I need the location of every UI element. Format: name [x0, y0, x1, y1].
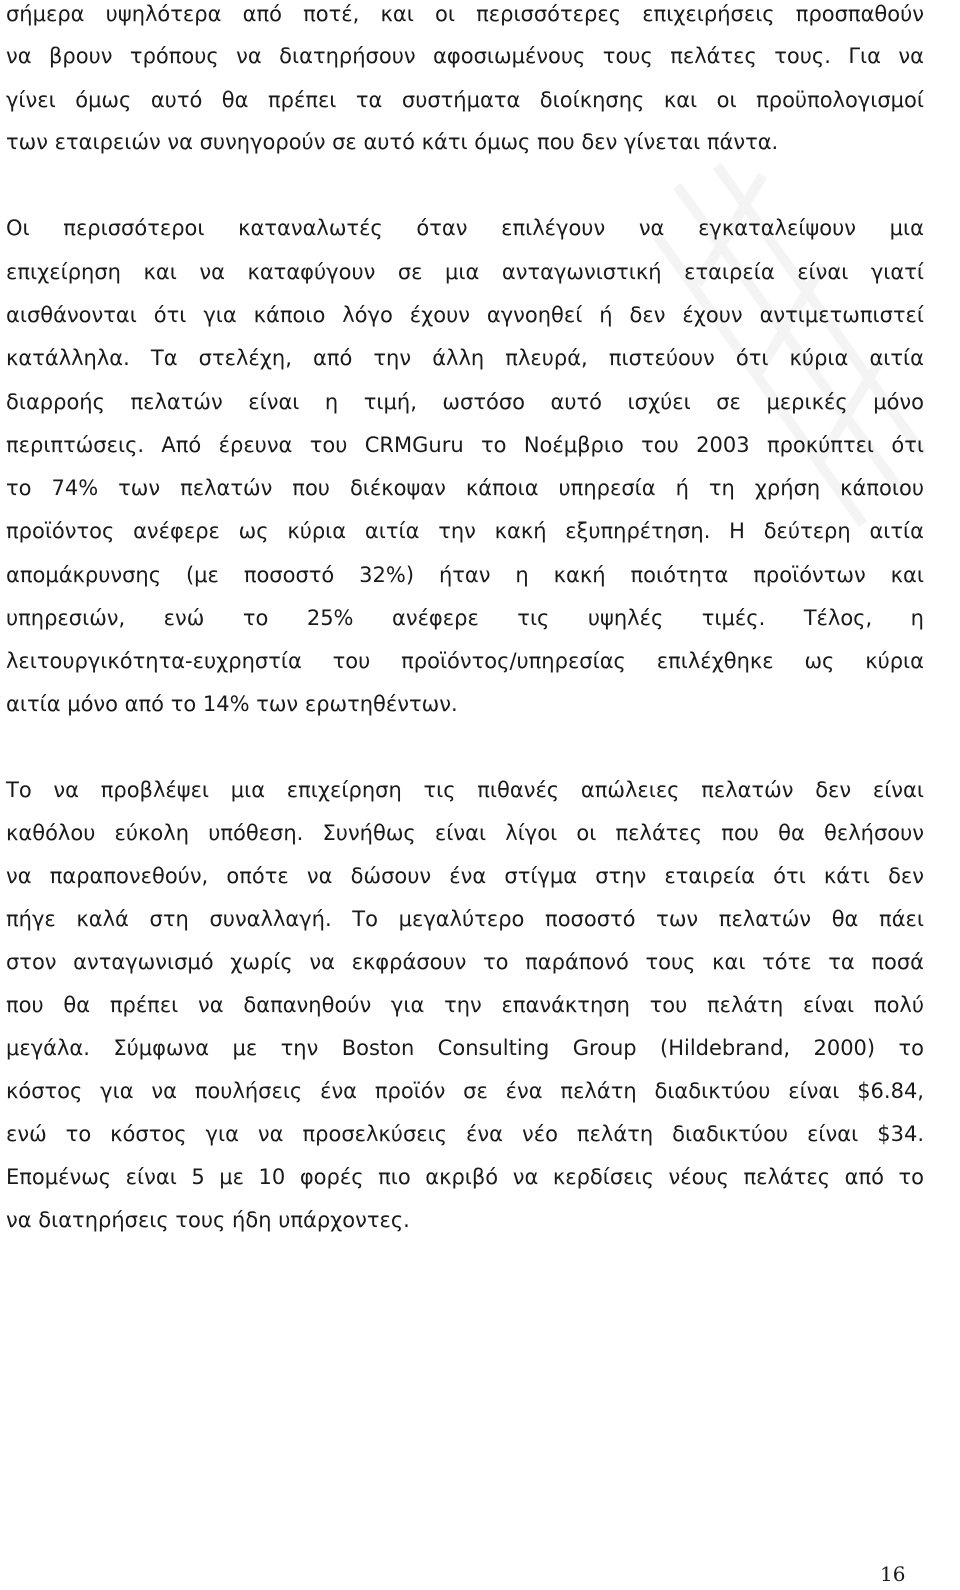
- text-line: καθόλου εύκολη υπόθεση. Συνήθως είναι λίγοι οι πελάτες που θα θελήσουν: [6, 821, 924, 845]
- text-line: μεγάλα. Σύμφωνα με την Boston Consulting Group (Hildebrand, 2000) το: [6, 1036, 924, 1060]
- text-line: να διατηρήσεις τους ήδη υπάρχοντες.: [6, 1208, 410, 1232]
- text-line: λειτουργικότητα-ευχρηστία του προϊόντος/υπηρεσίας επιλέχθηκε ως κύρια: [6, 649, 924, 673]
- text-line: Επομένως είναι 5 με 10 φορές πιο ακριβό να κερδίσεις νέους πελάτες από το: [6, 1165, 924, 1189]
- text-line: να παραπονεθούν, οπότε να δώσουν ένα στίγμα στην εταιρεία ότι κάτι δεν: [6, 864, 924, 888]
- text-line: πήγε καλά στη συναλλαγή. Το μεγαλύτερο ποσοστό των πελατών θα πάει: [6, 907, 924, 931]
- text-line: αισθάνονται ότι για κάποιο λόγο έχουν αγνοηθεί ή δεν έχουν αντιμετωπιστεί: [6, 303, 924, 327]
- text-line: να βρουν τρόπους να διατηρήσουν αφοσιωμένους τους πελάτες τους. Για να: [6, 44, 924, 68]
- text-line: κόστος για να πουλήσεις ένα προϊόν σε ένα πελάτη διαδικτύου είναι $6.84,: [6, 1079, 924, 1103]
- text-line: επιχείρηση και να καταφύγουν σε μια ανταγωνιστική εταιρεία είναι γιατί: [6, 260, 924, 284]
- text-line: περιπτώσεις. Από έρευνα του CRMGuru το Νοέμβριο του 2003 προκύπτει ότι: [6, 433, 924, 457]
- text-line: το 74% των πελατών που διέκοψαν κάποια υπηρεσία ή τη χρήση κάποιου: [6, 476, 924, 500]
- text-line: γίνει όμως αυτό θα πρέπει τα συστήματα διοίκησης και οι προϋπολογισμοί: [6, 88, 924, 112]
- text-line: των εταιρειών να συνηγορούν σε αυτό κάτι όμως που δεν γίνεται πάντα.: [6, 130, 779, 154]
- text-line: διαρροής πελατών είναι η τιμή, ωστόσο αυτό ισχύει σε μερικές μόνο: [6, 390, 924, 414]
- text-line: κατάλληλα. Τα στελέχη, από την άλλη πλευρά, πιστεύουν ότι κύρια αιτία: [6, 346, 924, 370]
- text-line: Οι περισσότεροι καταναλωτές όταν επιλέγουν να εγκαταλείψουν μια: [6, 216, 924, 240]
- text-line: απομάκρυνσης (με ποσοστό 32%) ήταν η κακή ποιότητα προϊόντων και: [6, 563, 924, 587]
- text-line: στον ανταγωνισμό χωρίς να εκφράσουν το παράπονό τους και τότε τα ποσά: [6, 950, 924, 974]
- text-line: υπηρεσιών, ενώ το 25% ανέφερε τις υψηλές τιμές. Τέλος, η: [6, 606, 924, 630]
- text-line: που θα πρέπει να δαπανηθούν για την επανάκτηση του πελάτη είναι πολύ: [6, 993, 924, 1017]
- text-line: προϊόντος ανέφερε ως κύρια αιτία την κακή εξυπηρέτηση. Η δεύτερη αιτία: [6, 519, 924, 543]
- text-line: Το να προβλέψει μια επιχείρηση τις πιθανές απώλειες πελατών δεν είναι: [6, 778, 924, 802]
- text-line: αιτία μόνο από το 14% των ερωτηθέντων.: [6, 692, 458, 716]
- text-line: ενώ το κόστος για να προσελκύσεις ένα νέο πελάτη διαδικτύου είναι $34.: [6, 1122, 924, 1146]
- page-number: 16: [880, 1562, 906, 1586]
- text-line: σήμερα υψηλότερα από ποτέ, και οι περισσότερες επιχειρήσεις προσπαθούν: [6, 2, 924, 26]
